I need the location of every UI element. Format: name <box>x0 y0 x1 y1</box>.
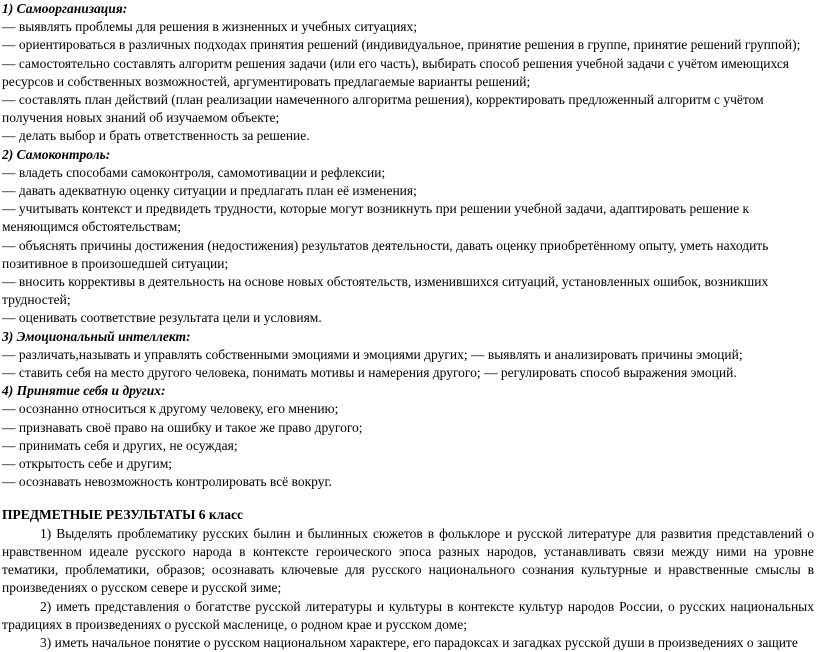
list-item: — составлять план действий (план реализации намеченного алгоритма решения), корректировать предложенный алгоритм с учётом получения новых знаний об изучаемом объекте; <box>2 92 764 126</box>
section-heading: 2) Самоконтроль: <box>2 146 111 162</box>
section-acceptance <box>2 382 814 491</box>
paragraph: 1) Выделять проблематику русских былин и былинных сюжетов в фольклоре и русской литературе для развития представлений о нравственном идеале русского народа в контексте героического эпоса разных народов, устанавливать связи между ними на уровне тематики, проблематики, образов; осознавать ключевые для русского национального сознания культурные и нравственные смыслы в произведениях о русском севере и русской зиме; <box>2 525 814 596</box>
list-item: — ставить себя на место другого человека, понимать мотивы и намерения другого; — регулировать способ выражения эмоций. <box>2 365 737 381</box>
list-item: — давать адекватную оценку ситуации и предлагать план её изменения; <box>2 183 417 199</box>
list-item: — принимать себя и других, не осуждая; <box>2 437 238 453</box>
section-heading: 4) Принятие себя и других: <box>2 383 166 399</box>
list-item: — вносить коррективы в деятельность на основе новых обстоятельств, изменившихся ситуаций, установленных ошибок, возникших трудностей; <box>2 274 769 308</box>
list-item: — объяснять причины достижения (недостижения) результатов деятельности, давать оценку приобретённому опыту, уметь находить позитивное в произошедшей ситуации; <box>2 237 769 271</box>
section-self-control <box>2 146 814 328</box>
section-title: ПРЕДМЕТНЫЕ РЕЗУЛЬТАТЫ 6 класс <box>2 507 243 523</box>
paragraph: 3) иметь начальное понятие о русском национальном характере, его парадоксах и загадках русской души в произведениях о защите <box>40 634 798 650</box>
list-item: — оценивать соответствие результата цели и условиям. <box>2 310 322 326</box>
document-page <box>2 0 814 652</box>
list-item: — делать выбор и брать ответственность за решение. <box>2 128 310 144</box>
list-item: — учитывать контекст и предвидеть трудности, которые могут возникнуть при решении учебной задачи, адаптировать решение к меняющимся обстоятельствам; <box>2 201 750 235</box>
section-heading: 1) Самоорганизация: <box>2 1 128 16</box>
section-heading: 3) Эмоциональный интеллект: <box>2 328 191 344</box>
list-item: — признавать своё право на ошибку и такое же право другого; <box>2 419 363 435</box>
list-item: — выявлять проблемы для решения в жизненных и учебных ситуациях; <box>2 19 418 35</box>
spacer <box>2 491 814 506</box>
section-subject-results <box>2 506 814 652</box>
paragraph: 2) иметь представления о богатстве русской литературы и культуры в контексте культур народов России, о русских национальных традициях в произведениях о русской масленице, о родном крае и русском доме; <box>2 598 814 632</box>
list-item: — осознавать невозможность контролировать всё вокруг. <box>2 474 332 490</box>
list-item: — осознанно относиться к другому человеку, его мнению; <box>2 401 339 417</box>
list-item: — ориентироваться в различных подходах принятия решений (индивидуальное, принятие решения в группе, принятие решений группой); <box>2 37 801 53</box>
list-item: — владеть способами самоконтроля, самомотивации и рефлексии; <box>2 164 386 180</box>
list-item: — самостоятельно составлять алгоритм решения задачи (или его часть), выбирать способ решения учебной задачи с учётом имеющихся ресурсов и собственных возможностей, аргументировать предлагаемые варианты решений; <box>2 55 790 89</box>
list-item: — открытость себе и другим; <box>2 456 173 472</box>
section-self-organization <box>2 0 814 146</box>
section-emotional-intelligence <box>2 328 814 383</box>
list-item: — различать,называть и управлять собственными эмоциями и эмоциями других; — выявлять и анализировать причины эмоций; <box>2 346 743 362</box>
